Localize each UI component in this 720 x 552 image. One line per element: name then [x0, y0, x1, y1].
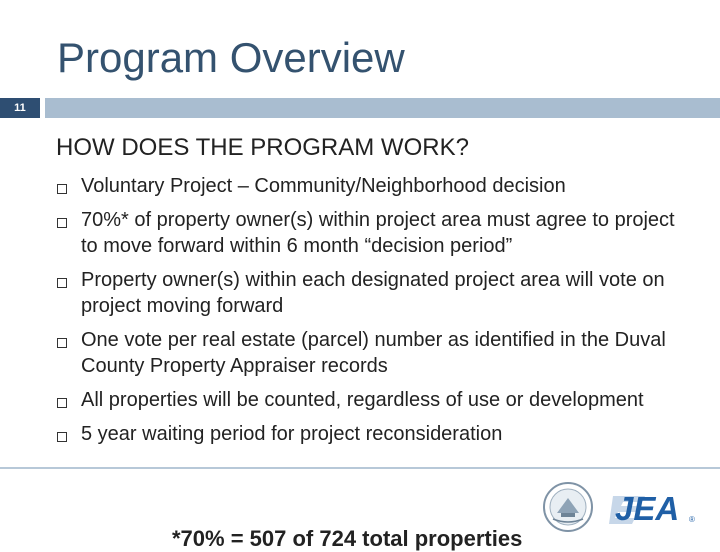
bullet-text: 5 year waiting period for project reconsideration [81, 423, 503, 445]
jea-wordmark: JEA [615, 490, 680, 526]
bullet-text: Voluntary Project – Community/Neighborhood decision [81, 175, 566, 197]
city-seal-icon [543, 482, 593, 532]
bullet-item [56, 207, 696, 259]
bullet-item [56, 267, 696, 319]
footer-divider [0, 467, 720, 469]
square-bullet-icon [57, 432, 67, 442]
bullet-item [56, 327, 696, 379]
square-bullet-icon [57, 338, 67, 348]
header-band [45, 98, 720, 118]
bullet-item [56, 387, 696, 413]
footnote: *70% = 507 of 724 total properties [172, 526, 523, 551]
bullet-text: 70%* of property owner(s) within project area must agree to project to move forward within 6 month “decision period” [81, 209, 675, 257]
section-heading: HOW DOES THE PROGRAM WORK? [56, 134, 469, 161]
square-bullet-icon [57, 278, 67, 288]
slide-number: 11 [0, 98, 40, 118]
jea-logo [609, 488, 697, 526]
bullet-item [56, 173, 696, 199]
bullet-list [56, 173, 696, 455]
square-bullet-icon [57, 218, 67, 228]
square-bullet-icon [57, 184, 67, 194]
bullet-item [56, 421, 696, 447]
square-bullet-icon [57, 398, 67, 408]
bullet-text: Property owner(s) within each designated project area will vote on project moving forward [81, 269, 665, 317]
slide-title: Program Overview [57, 34, 405, 81]
registered-mark: ® [689, 515, 695, 524]
bullet-text: One vote per real estate (parcel) number as identified in the Duval County Property Appraiser records [81, 329, 666, 377]
bullet-text: All properties will be counted, regardless of use or development [81, 389, 644, 411]
